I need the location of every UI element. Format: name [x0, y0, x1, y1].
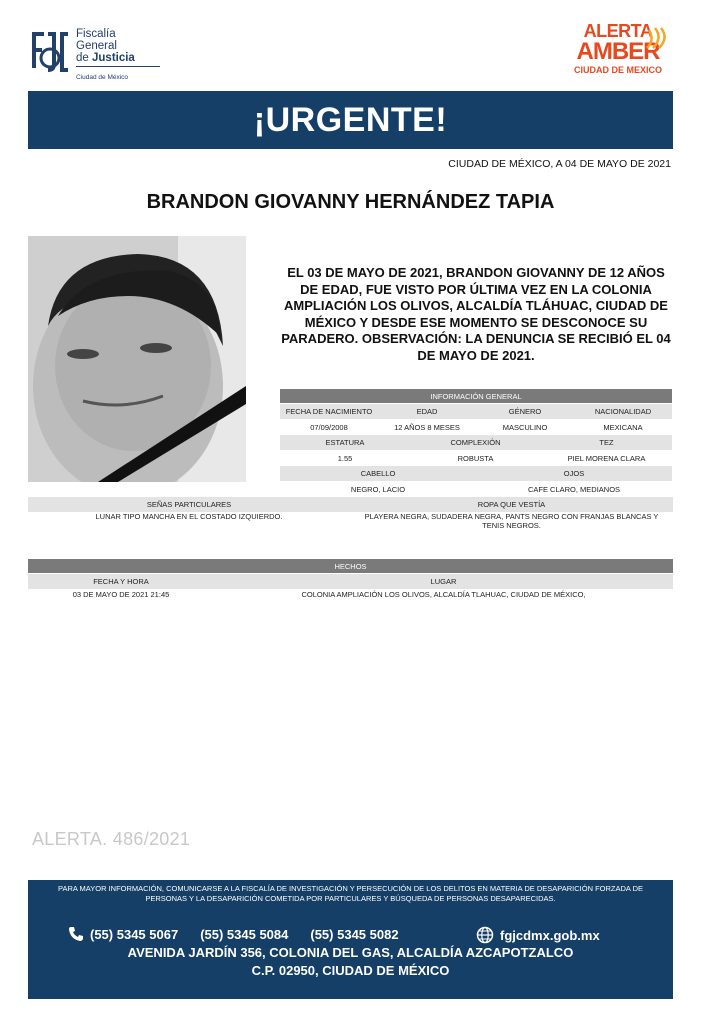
- general-info-row1-headers: [280, 404, 672, 419]
- fgj-line-3-bold: Justicia: [92, 52, 135, 64]
- hechos-headers: [28, 574, 673, 589]
- fgj-divider: [76, 66, 160, 67]
- fgj-line-1: Fiscalía: [76, 28, 116, 40]
- phone-number-3[interactable]: (55) 5345 5082: [310, 926, 399, 942]
- value-hair: NEGRO, LACIO: [350, 484, 406, 494]
- general-info-row3-values: [280, 481, 672, 497]
- header-nationality: NACIONALIDAD: [594, 407, 652, 416]
- footer-phones: [68, 926, 415, 942]
- value-gender: MASCULINO: [502, 422, 548, 432]
- amber-line-3: CIUDAD DE MEXICO: [573, 65, 662, 75]
- urgent-banner: [28, 91, 673, 149]
- hechos-values: [28, 588, 673, 600]
- general-info-row1-values: [280, 419, 672, 435]
- value-distinguishing-marks: LUNAR TIPO MANCHA EN EL COSTADO IZQUIERDO.: [95, 512, 283, 521]
- case-description: EL 03 DE MAYO DE 2021, BRANDON GIOVANNY DE 12 AÑOS DE EDAD, FUE VISTO POR ÚLTIMA VEZ EN LA COLONIA AMPLIACIÓN LOS OLIVOS, ALCALDÍA TLÁHUAC, CIUDAD DE MÉXICO Y DESDE ESE MOMENTO SE DESCONOCE SU PARADERO. OBSERVACIÓN: LA DENUNCIA SE RECIBIÓ EL 04 DE MAYO DE 2021.: [281, 265, 671, 363]
- header-birthdate: FECHA DE NACIMIENTO: [285, 407, 373, 416]
- issue-date: CIUDAD DE MÉXICO, A 04 DE MAYO DE 2021: [448, 158, 671, 170]
- general-info-row3-headers: [280, 466, 672, 481]
- website-link[interactable]: fgjcdmx.gob.mx: [500, 927, 600, 943]
- header-complexion: TEZ: [599, 438, 614, 447]
- header-place: LUGAR: [430, 577, 457, 586]
- phone-number-2[interactable]: (55) 5345 5084: [200, 926, 289, 942]
- header-eyes: OJOS: [563, 469, 585, 478]
- value-build: ROBUSTA: [457, 453, 494, 463]
- footer-info-text: PARA MAYOR INFORMACIÓN, COMUNICARSE A LA FISCALÍA DE INVESTIGACIÓN Y PERSECUCIÓN DE LOS DELITOS EN MATERIA DE DESAPARICIÓN FORZADA DE PERSONAS Y LA DESAPARICIÓN COMETIDA POR PARTICULARES Y BÚSQUEDA DE PERSONAS DESAPARECIDAS.: [58, 884, 643, 903]
- header-height: ESTATURA: [325, 438, 365, 447]
- value-clothing: PLAYERA NEGRA, SUDADERA NEGRA, PANTS NEGRO CON FRANJAS BLANCAS Y TENIS NEGROS.: [364, 512, 659, 530]
- value-nationality: MEXICANA: [603, 422, 643, 432]
- page-footer: [28, 880, 673, 999]
- particulars-headers: [28, 497, 673, 512]
- footer-website: [476, 926, 600, 944]
- value-date-time: 03 DE MAYO DE 2021 21:45: [72, 589, 170, 599]
- alerta-amber-logo: [571, 22, 665, 88]
- urgent-title: ¡URGENTE!: [253, 100, 448, 139]
- header-age: EDAD: [416, 407, 438, 416]
- general-info-row2-headers: [280, 435, 672, 450]
- general-info-title: INFORMACIÓN GENERAL: [280, 389, 672, 403]
- header-clothing: ROPA QUE VESTÍA: [477, 500, 546, 509]
- amber-line-1: ALERTA: [583, 21, 653, 41]
- general-info-row2-values: [280, 450, 672, 466]
- phone-icon: [68, 926, 84, 942]
- hechos-title: HECHOS: [28, 559, 673, 573]
- value-eyes: CAFE CLARO, MEDIANOS: [527, 484, 621, 494]
- value-place: COLONIA AMPLIACIÓN LOS OLIVOS, ALCALDÍA TLAHUAC, CIUDAD DE MÉXICO,: [301, 589, 586, 599]
- person-name: BRANDON GIOVANNY HERNÁNDEZ TAPIA: [146, 191, 555, 213]
- fgj-logo-icon: [28, 28, 72, 80]
- particulars-values: [28, 512, 673, 532]
- value-age: 12 AÑOS 8 MESES: [394, 422, 460, 432]
- fgj-line-2: General: [76, 40, 117, 52]
- globe-icon: [476, 926, 494, 944]
- header-distinguishing-marks: SEÑAS PARTICULARES: [146, 500, 232, 509]
- alert-number: ALERTA. 486/2021: [32, 829, 191, 849]
- page-header: [28, 22, 673, 88]
- value-birthdate: 07/09/2008: [310, 422, 348, 432]
- address-line-2: C.P. 02950, CIUDAD DE MÉXICO: [251, 963, 450, 978]
- header-gender: GÉNERO: [508, 407, 542, 416]
- header-hair: CABELLO: [360, 469, 396, 478]
- missing-person-photo: [28, 236, 246, 482]
- value-complexion: PIEL MORENA CLARA: [567, 453, 646, 463]
- header-date-time: FECHA Y HORA: [93, 577, 149, 586]
- address-line-1: AVENIDA JARDÍN 356, COLONIA DEL GAS, ALCALDÍA AZCAPOTZALCO: [127, 945, 574, 960]
- footer-address: [28, 944, 673, 980]
- phone-number-1[interactable]: (55) 5345 5067: [90, 926, 179, 942]
- header-build: COMPLEXIÓN: [450, 438, 501, 447]
- fgj-line-3-prefix: de: [76, 52, 92, 64]
- fgj-wordmark: [76, 28, 160, 84]
- fgj-line-4: Ciudad de México: [76, 74, 129, 81]
- signal-waves-icon: [645, 26, 667, 52]
- amber-line-2: AMBER: [576, 38, 660, 65]
- value-height: 1.55: [337, 453, 353, 463]
